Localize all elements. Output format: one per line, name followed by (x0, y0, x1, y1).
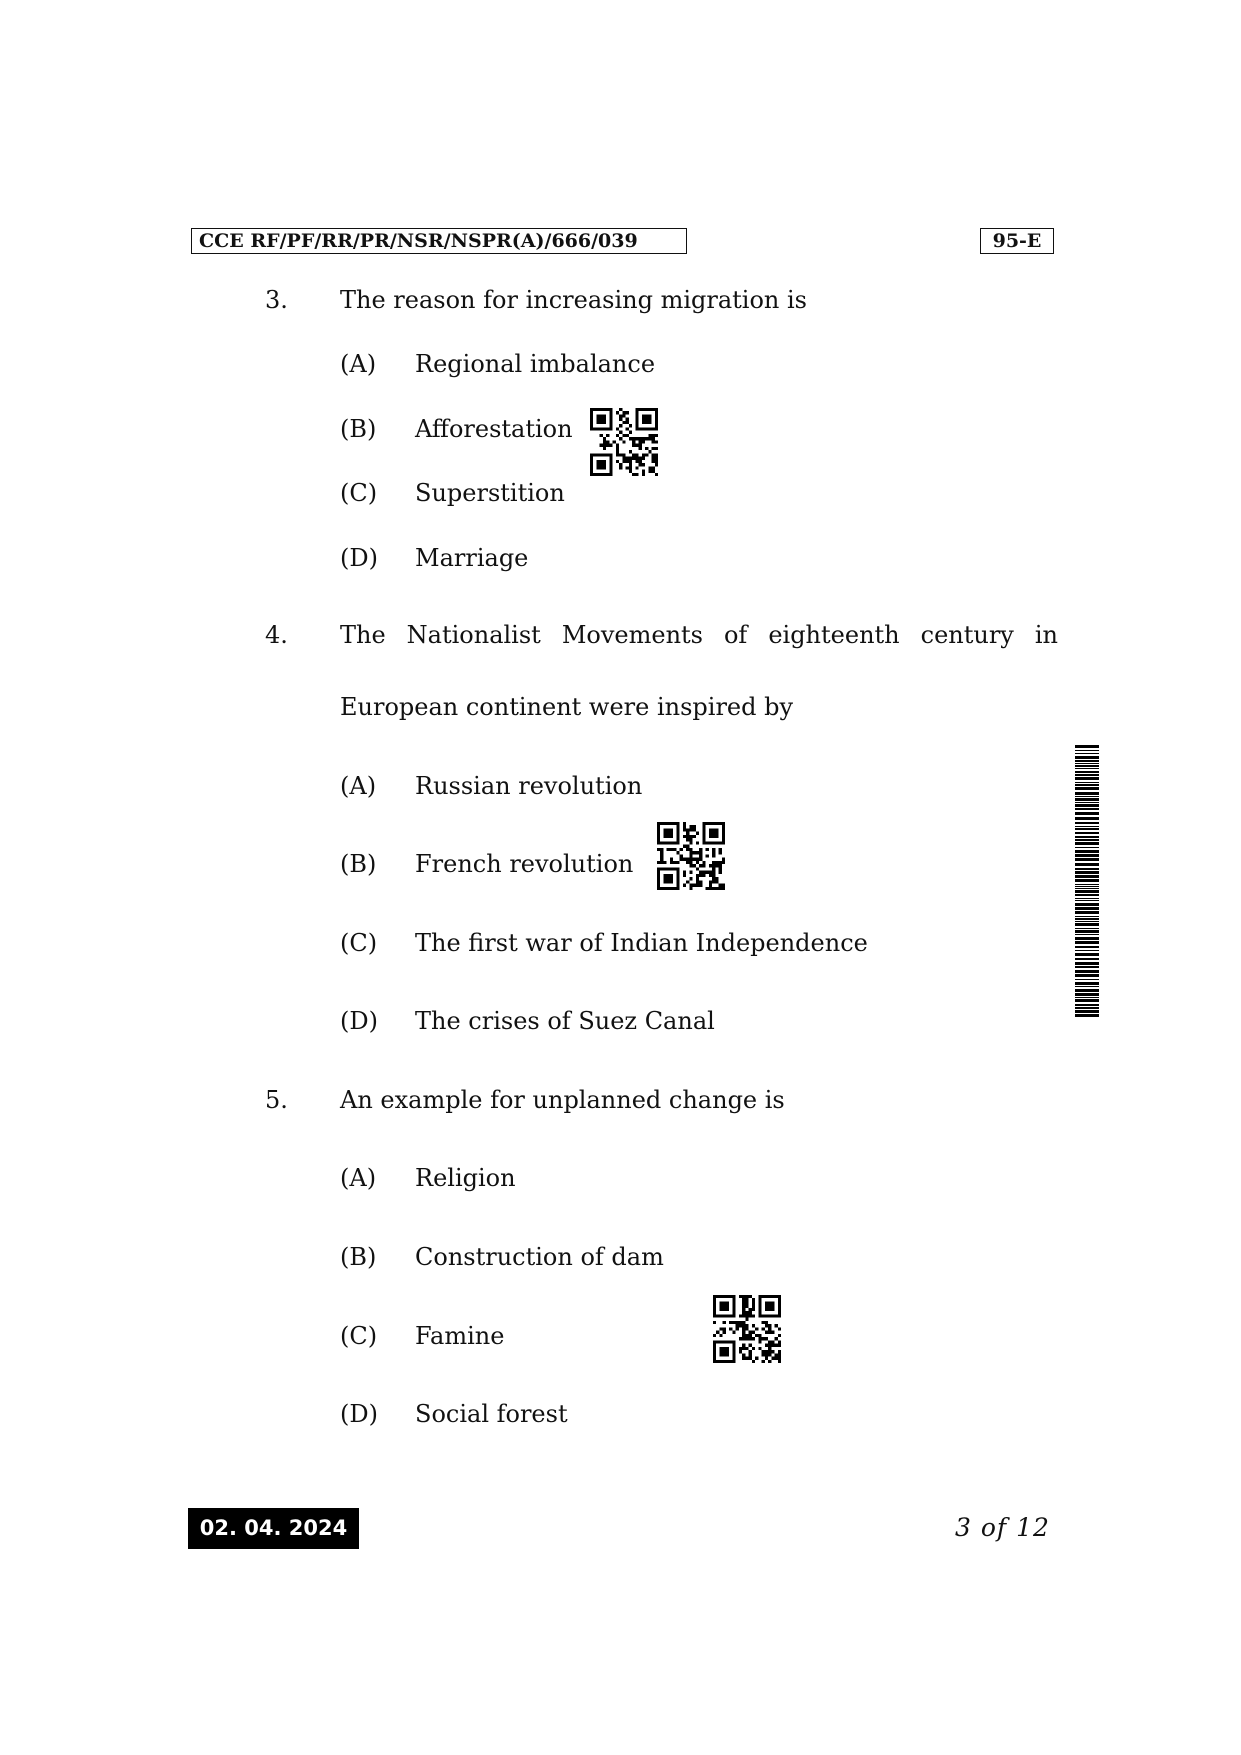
option-letter: (D) (340, 1400, 378, 1428)
qr-code-icon (657, 822, 725, 890)
exam-date: 02. 04. 2024 (199, 1516, 348, 1540)
date-badge (188, 1508, 359, 1549)
option-text: Marriage (415, 544, 529, 572)
qr-code-icon (713, 1295, 781, 1363)
question-number: 3. (265, 286, 288, 314)
option-letter: (D) (340, 1007, 378, 1035)
option-text: French revolution (415, 850, 634, 878)
set-code-box (980, 228, 1054, 254)
option-letter: (B) (340, 415, 377, 443)
option-letter: (B) (340, 1243, 377, 1271)
question-number: 4. (265, 621, 288, 649)
option-letter: (A) (340, 350, 377, 378)
option-letter: (D) (340, 544, 378, 572)
paper-code-box (191, 228, 687, 254)
question-number: 5. (265, 1086, 288, 1114)
paper-code: CCE RF/PF/RR/PR/NSR/NSPR(A)/666/039 (199, 230, 638, 252)
option-text: Russian revolution (415, 772, 643, 800)
option-letter: (B) (340, 850, 377, 878)
option-text: Religion (415, 1164, 516, 1192)
option-text: Construction of dam (415, 1243, 664, 1271)
qr-code-icon (590, 408, 658, 476)
page-number: 3 of 12 (955, 1513, 1050, 1542)
barcode-icon (1075, 745, 1099, 1020)
option-text: The crises of Suez Canal (415, 1007, 715, 1035)
option-text: Regional imbalance (415, 350, 656, 378)
option-text: Famine (415, 1322, 505, 1350)
option-letter: (C) (340, 479, 378, 507)
option-letter: (A) (340, 772, 377, 800)
question-text: The reason for increasing migration is (340, 286, 807, 314)
option-text: The first war of Indian Independence (415, 929, 868, 957)
option-text: Afforestation (415, 415, 573, 443)
set-code: 95-E (992, 230, 1042, 252)
option-letter: (A) (340, 1164, 377, 1192)
option-letter: (C) (340, 1322, 378, 1350)
question-text-line1: The Nationalist Movements of eighteenth century in (340, 621, 1058, 649)
question-text: An example for unplanned change is (340, 1086, 785, 1114)
option-letter: (C) (340, 929, 378, 957)
question-text-line2: European continent were inspired by (340, 693, 794, 721)
option-text: Superstition (415, 479, 565, 507)
option-text: Social forest (415, 1400, 568, 1428)
